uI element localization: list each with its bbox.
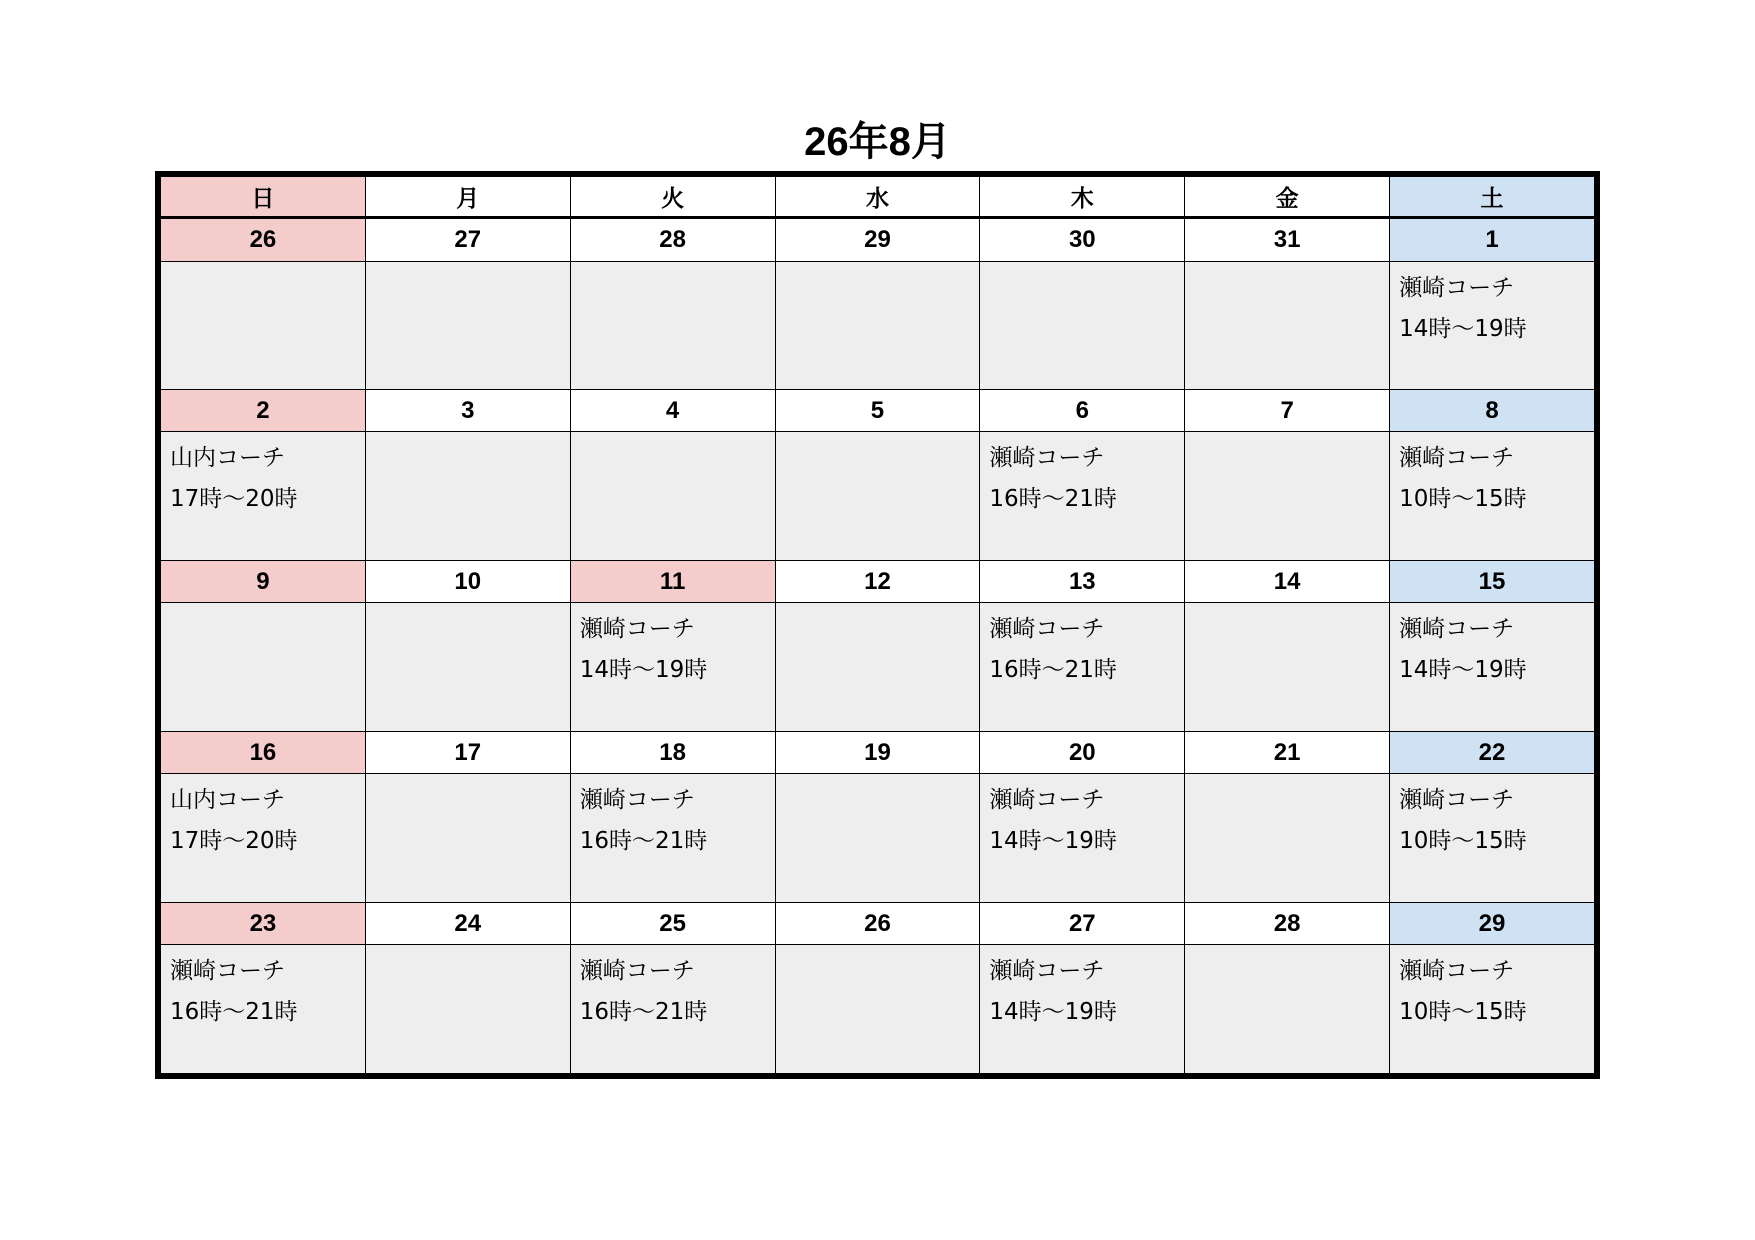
day-schedule-cell[interactable] (161, 261, 366, 390)
date-row (161, 731, 1595, 773)
day-schedule-cell[interactable] (161, 774, 366, 903)
day-number: 30 (980, 218, 1185, 262)
day-schedule-cell[interactable] (1390, 774, 1595, 903)
weekday-tuesday: 火 (570, 177, 775, 218)
calendar-grid (155, 171, 1600, 1079)
day-schedule-cell[interactable] (161, 603, 366, 732)
day-number: 29 (775, 218, 980, 262)
day-schedule-cell[interactable] (775, 603, 980, 732)
event-row (161, 945, 1595, 1074)
day-schedule-cell[interactable] (161, 432, 366, 561)
day-schedule-cell[interactable] (980, 945, 1185, 1074)
day-number: 21 (1185, 731, 1390, 773)
weekday-wednesday: 水 (775, 177, 980, 218)
day-number: 26 (775, 902, 980, 944)
day-schedule-cell[interactable] (570, 945, 775, 1074)
day-schedule-cell[interactable] (365, 603, 570, 732)
day-schedule-cell[interactable] (980, 603, 1185, 732)
weekday-thursday: 木 (980, 177, 1185, 218)
coach-name: 山内コーチ (170, 787, 285, 814)
time-range: 14時～19時 (1399, 657, 1527, 684)
day-schedule-cell[interactable] (980, 774, 1185, 903)
day-number: 1 (1390, 218, 1595, 262)
time-range: 16時～21時 (579, 999, 708, 1026)
day-number: 2 (161, 390, 366, 432)
time-range: 14時～19時 (989, 999, 1117, 1026)
day-schedule-cell[interactable] (1185, 603, 1390, 732)
day-number: 28 (570, 218, 775, 262)
day-number: 25 (570, 902, 775, 944)
day-schedule-cell[interactable] (1390, 945, 1595, 1074)
coach-name: 瀬崎コーチ (1399, 616, 1515, 643)
weekday-friday: 金 (1185, 177, 1390, 218)
day-schedule-cell[interactable] (570, 774, 775, 903)
day-number: 6 (980, 390, 1185, 432)
coach-name: 瀬崎コーチ (989, 958, 1105, 985)
day-schedule-cell[interactable] (1185, 432, 1390, 561)
day-number: 7 (1185, 390, 1390, 432)
day-schedule-cell[interactable] (365, 774, 570, 903)
time-range: 16時～21時 (579, 828, 708, 855)
day-number: 15 (1390, 560, 1595, 602)
time-range: 17時～20時 (170, 486, 298, 513)
weekday-monday: 月 (365, 177, 570, 218)
time-range: 10時～15時 (1399, 999, 1527, 1026)
coach-name: 瀬崎コーチ (579, 787, 695, 814)
weekday-saturday: 土 (1390, 177, 1595, 218)
day-number: 8 (1390, 390, 1595, 432)
day-schedule-cell[interactable] (1390, 603, 1595, 732)
day-number: 22 (1390, 731, 1595, 773)
day-schedule-cell[interactable] (1185, 945, 1390, 1074)
day-number: 9 (161, 560, 366, 602)
date-row (161, 218, 1595, 262)
event-row (161, 603, 1595, 732)
weekday-sunday: 日 (161, 177, 366, 218)
coach-name: 瀬崎コーチ (1399, 445, 1515, 472)
day-schedule-cell[interactable] (980, 432, 1185, 561)
day-schedule-cell[interactable] (161, 945, 366, 1074)
day-number: 14 (1185, 560, 1390, 602)
day-number: 16 (161, 731, 366, 773)
day-schedule-cell[interactable] (1185, 261, 1390, 390)
day-schedule-cell[interactable] (775, 261, 980, 390)
day-schedule-cell[interactable] (1185, 774, 1390, 903)
day-number: 23 (161, 902, 366, 944)
coach-name: 瀬崎コーチ (989, 616, 1105, 643)
time-range: 10時～15時 (1399, 828, 1527, 855)
day-number: 28 (1185, 902, 1390, 944)
day-number: 18 (570, 731, 775, 773)
time-range: 14時～19時 (989, 828, 1117, 855)
day-schedule-cell[interactable] (775, 945, 980, 1074)
time-range: 10時～15時 (1399, 486, 1527, 513)
day-schedule-cell[interactable] (775, 432, 980, 561)
day-schedule-cell[interactable] (1390, 261, 1595, 390)
day-schedule-cell[interactable] (570, 603, 775, 732)
day-schedule-cell[interactable] (365, 945, 570, 1074)
day-number: 29 (1390, 902, 1595, 944)
day-schedule-cell[interactable] (570, 261, 775, 390)
time-range: 14時～19時 (1399, 315, 1527, 342)
date-row (161, 390, 1595, 432)
event-row (161, 774, 1595, 903)
coach-name: 瀬崎コーチ (1399, 274, 1515, 301)
day-number: 19 (775, 731, 980, 773)
coach-name: 瀬崎コーチ (989, 445, 1105, 472)
day-number: 10 (365, 560, 570, 602)
day-number: 4 (570, 390, 775, 432)
coach-name: 山内コーチ (170, 445, 285, 472)
time-range: 16時～21時 (989, 486, 1117, 513)
time-range: 14時～19時 (579, 657, 708, 684)
time-range: 17時～20時 (170, 828, 298, 855)
time-range: 16時～21時 (989, 657, 1117, 684)
day-number: 27 (980, 902, 1185, 944)
calendar-title: 26年8月 (804, 120, 951, 164)
day-number: 12 (775, 560, 980, 602)
day-number: 31 (1185, 218, 1390, 262)
day-number: 11 (570, 560, 775, 602)
event-row (161, 261, 1595, 390)
day-number: 13 (980, 560, 1185, 602)
coach-name: 瀬崎コーチ (579, 616, 695, 643)
date-row (161, 902, 1595, 944)
day-schedule-cell[interactable] (365, 432, 570, 561)
calendar-body (161, 218, 1595, 1074)
time-range: 16時～21時 (170, 999, 298, 1026)
day-number: 20 (980, 731, 1185, 773)
coach-name: 瀬崎コーチ (1399, 958, 1515, 985)
coach-name: 瀬崎コーチ (579, 958, 695, 985)
day-schedule-cell[interactable] (570, 432, 775, 561)
coach-name: 瀬崎コーチ (989, 787, 1105, 814)
day-number: 17 (365, 731, 570, 773)
date-row (161, 560, 1595, 602)
day-schedule-cell[interactable] (775, 774, 980, 903)
event-row (161, 432, 1595, 561)
day-number: 5 (775, 390, 980, 432)
day-schedule-cell[interactable] (980, 261, 1185, 390)
calendar-table (160, 176, 1595, 1074)
coach-name: 瀬崎コーチ (170, 958, 285, 985)
day-number: 27 (365, 218, 570, 262)
day-number: 24 (365, 902, 570, 944)
weekday-header-row (161, 177, 1595, 218)
day-number: 26 (161, 218, 366, 262)
day-schedule-cell[interactable] (365, 261, 570, 390)
coach-name: 瀬崎コーチ (1399, 787, 1515, 814)
day-schedule-cell[interactable] (1390, 432, 1595, 561)
day-number: 3 (365, 390, 570, 432)
